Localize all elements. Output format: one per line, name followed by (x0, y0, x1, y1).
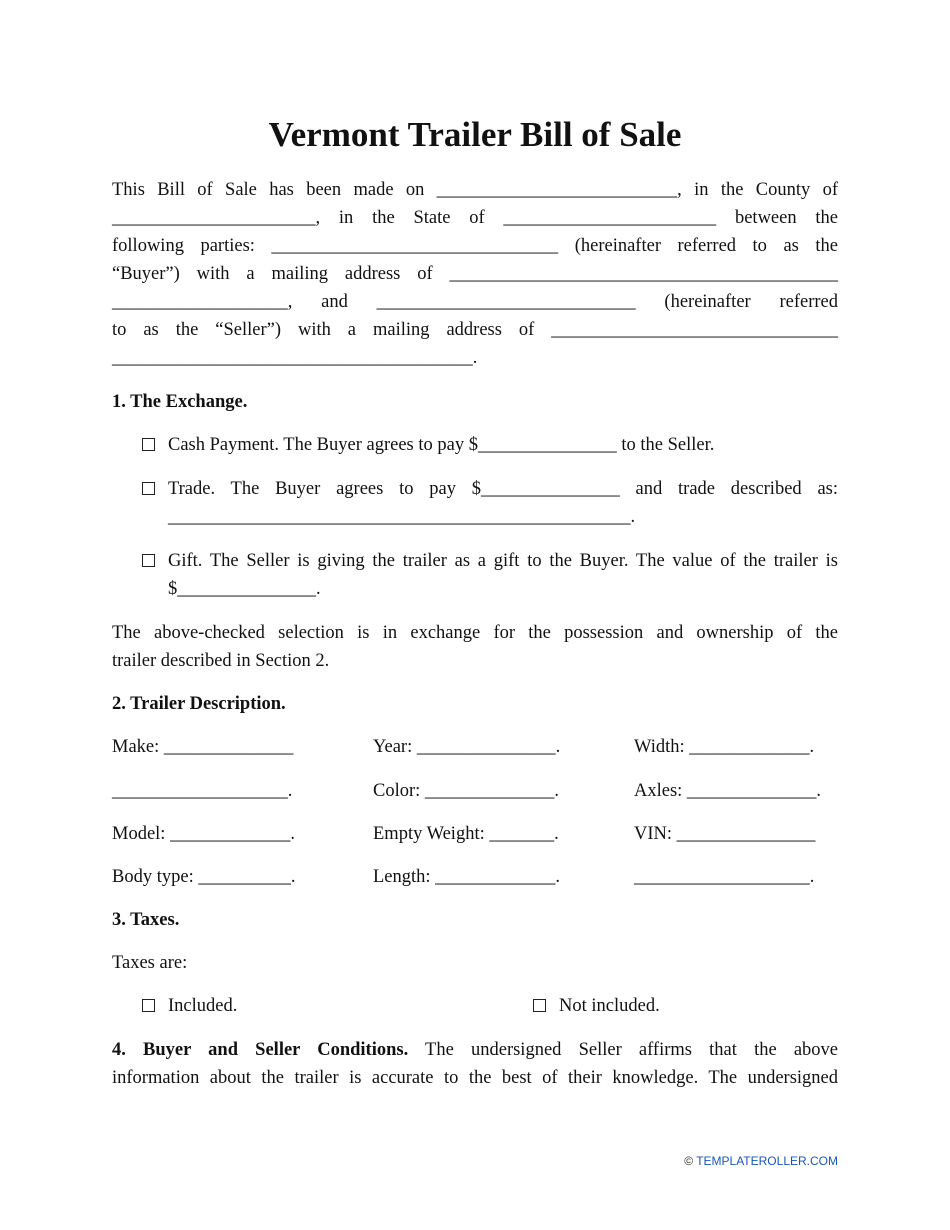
option-line: Trade. The Buyer agrees to pay $_______________ and trade described as: (168, 479, 838, 499)
option-text (168, 547, 838, 603)
checkbox-taxes-included[interactable] (142, 999, 155, 1012)
intro-line: This Bill of Sale has been made on __________________________, in the County of (112, 180, 838, 200)
intro-line: _______________________________________. (112, 348, 478, 368)
option-text: Included. (168, 996, 238, 1016)
checkbox-gift[interactable] (142, 554, 155, 567)
field-color[interactable]: Color: ______________. (373, 781, 560, 801)
taxes-label: Taxes are: (112, 953, 188, 973)
checkbox-taxes-not-included[interactable] (533, 999, 546, 1012)
field-year[interactable]: Year: _______________. (373, 737, 561, 757)
footer-credit[interactable] (684, 1154, 838, 1168)
field-vin[interactable]: VIN: _______________ (634, 824, 816, 844)
option-line: __________________________________________________. (168, 507, 636, 527)
field-make[interactable]: Make: ______________ (112, 737, 294, 757)
intro-line: following parties: _______________________________ (hereinafter referred to as the (112, 236, 838, 256)
section-2-heading: 2. Trailer Description. (112, 694, 286, 714)
paragraph-line: trailer described in Section 2. (112, 651, 330, 671)
option-text (168, 475, 838, 531)
paragraph-line: The above-checked selection is in exchange for the possession and ownership of the (112, 623, 838, 643)
field-body-type[interactable]: Body type: __________. (112, 867, 296, 887)
footer-brand-link[interactable]: TEMPLATEROLLER.COM (696, 1154, 838, 1168)
section-4-text: The undersigned Seller affirms that the above (408, 1040, 839, 1060)
checkbox-cash-payment[interactable] (142, 438, 155, 451)
option-line: Cash Payment. The Buyer agrees to pay $_______________ to the Seller. (168, 435, 715, 455)
section-4-heading: 4. Buyer and Seller Conditions. (112, 1040, 409, 1060)
field-make-continued[interactable]: ___________________. (112, 781, 293, 801)
field-model[interactable]: Model: _____________. (112, 824, 295, 844)
paragraph-line (112, 1036, 838, 1064)
option-line: Gift. The Seller is giving the trailer as a gift to the Buyer. The value of the trailer is (168, 551, 838, 571)
intro-line: to as the “Seller”) with a mailing address of _______________________________ (112, 320, 838, 340)
field-axles[interactable]: Axles: ______________. (634, 781, 822, 801)
section-4-paragraph (112, 1036, 838, 1092)
intro-paragraph (112, 176, 838, 372)
section-1-heading: 1. The Exchange. (112, 392, 248, 412)
page-title: Vermont Trailer Bill of Sale (268, 115, 682, 154)
field-empty-weight[interactable]: Empty Weight: _______. (373, 824, 559, 844)
copyright-symbol: © (684, 1154, 694, 1168)
intro-line: “Buyer”) with a mailing address of __________________________________________ (112, 264, 838, 284)
intro-line: ______________________, in the State of _______________________ between the (112, 208, 838, 228)
field-length[interactable]: Length: _____________. (373, 867, 561, 887)
checkbox-trade[interactable] (142, 482, 155, 495)
section-3-heading: 3. Taxes. (112, 910, 180, 930)
option-text (168, 431, 838, 459)
option-line: $_______________. (168, 579, 321, 599)
field-vin-continued[interactable]: ___________________. (634, 867, 815, 887)
paragraph-line: information about the trailer is accurate to the best of their knowledge. The undersigned (112, 1068, 838, 1088)
option-text: Not included. (559, 996, 660, 1016)
exchange-closing-paragraph (112, 619, 838, 675)
field-width[interactable]: Width: _____________. (634, 737, 815, 757)
intro-line: ___________________, and ____________________________ (hereinafter referred (112, 292, 838, 312)
